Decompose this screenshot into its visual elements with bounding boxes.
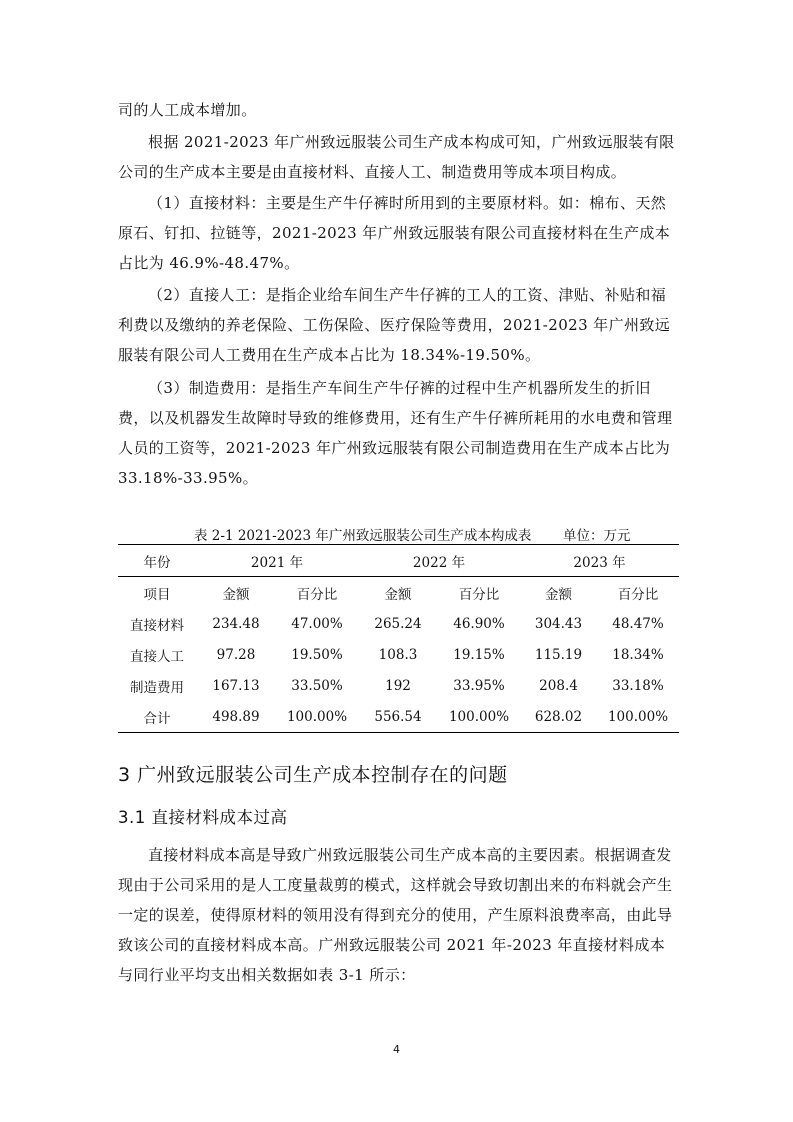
table-subheader-row [118, 577, 679, 609]
table-cell: 115.19 [534, 646, 583, 663]
page-number: 4 [393, 1043, 400, 1056]
table-cell: 234.48 [212, 615, 260, 632]
table-cell: 208.4 [539, 677, 578, 694]
year-header: 2021 年 [196, 545, 358, 577]
table-cell: 498.89 [196, 701, 276, 733]
row-label: 直接人工 [130, 648, 184, 665]
table-cell: 33.50% [291, 677, 343, 694]
table-cell: 628.02 [520, 701, 597, 733]
table-cell: 265.24 [374, 615, 422, 632]
table-cell: 192 [385, 677, 411, 694]
year-label: 年份 [118, 545, 196, 577]
percent-header: 百分比 [597, 577, 679, 609]
table-header-row [118, 545, 679, 577]
table-row [118, 608, 679, 639]
table-cell: 556.54 [358, 701, 438, 733]
amount-header: 金额 [358, 577, 438, 609]
row-label: 合计 [118, 701, 196, 733]
item-label: 项目 [118, 577, 196, 609]
paragraph-direct-materials: （1）直接材料：主要是生产牛仔裤时所用到的主要原材料。如：棉布、天然原石、钉扣、拉链等，2021-2023 年广州致远服装有限公司直接材料在生产成本占比为 46.9%-48.47%。 [118, 194, 671, 272]
year-header: 2022 年 [358, 545, 520, 577]
cost-composition-table [118, 544, 679, 733]
table-title: 表 2-1 2021-2023 年广州致远服装公司生产成本构成表 [194, 528, 532, 544]
amount-header: 金额 [196, 577, 276, 609]
table-total-row [118, 701, 679, 733]
table-cell: 19.15% [453, 646, 505, 663]
amount-header: 金额 [520, 577, 597, 609]
table-cell: 46.90% [453, 615, 505, 632]
table-cell: 100.00% [438, 701, 520, 733]
percent-header: 百分比 [276, 577, 358, 609]
table-cell: 97.28 [216, 646, 256, 663]
table-cell: 108.3 [378, 646, 418, 663]
table-unit: 单位：万元 [563, 528, 631, 544]
table-cell: 47.00% [291, 615, 343, 632]
table-cell: 33.18% [612, 677, 664, 694]
paragraph-direct-labor: （2）直接人工：是指企业给车间生产牛仔裤的工人的工资、津贴、补贴和福利费以及缴纳的养老保险、工伤保险、医疗保险等费用，2021-2023 年广州致远服装有限公司人工费用在生产成本占比为 18.34%-19.50%。 [118, 286, 671, 364]
table-row [118, 639, 679, 670]
percent-header: 百分比 [438, 577, 520, 609]
paragraph-cost-composition: 根据 2021-2023 年广州致远服装公司生产成本构成可知，广州致远服装有限公司的生产成本主要是由直接材料、直接人工、制造费用等成本项目构成。 [118, 133, 675, 181]
table-cell: 304.43 [534, 615, 583, 632]
paragraph-manufacturing-overhead: （3）制造费用：是指生产车间生产牛仔裤的过程中生产机器所发生的折旧费，以及机器发生故障时导致的维修费用，还有生产牛仔裤所耗用的水电费和管理人员的工资等，2021-2023 年广州致远服装有限公司制造费用在生产成本占比为 33.18%-33.95%。 [118, 379, 673, 487]
subsection-heading: 3.1 直接材料成本过高 [118, 808, 288, 827]
table-cell: 18.34% [612, 646, 664, 663]
year-header: 2023 年 [520, 545, 679, 577]
section-heading: 3 广州致远服装公司生产成本控制存在的问题 [118, 764, 508, 786]
table-caption [118, 522, 678, 544]
row-label: 制造费用 [130, 679, 184, 696]
intro-line: 司的人工成本增加。 [118, 101, 257, 119]
table-cell: 100.00% [597, 701, 679, 733]
section-body-paragraph: 直接材料成本高是导致广州致远服装公司生产成本高的主要因素。根据调查发现由于公司采用的是人工度量裁剪的模式，这样就会导致切割出来的布料就会产生一定的误差，使得原材料的领用没有得到充分的使用，产生原料浪费率高，由此导致该公司的直接材料成本高。广州致远服装公司 2021 年-2023 年直接材料成本与同行业平均支出相关数据如表 3-1 所示： [118, 846, 673, 984]
row-label: 直接材料 [130, 617, 184, 634]
table-cell: 100.00% [276, 701, 358, 733]
table-row [118, 670, 679, 701]
table-cell: 167.13 [212, 677, 260, 694]
table-cell: 48.47% [612, 615, 664, 632]
table-cell: 19.50% [291, 646, 343, 663]
table-cell: 33.95% [453, 677, 505, 694]
